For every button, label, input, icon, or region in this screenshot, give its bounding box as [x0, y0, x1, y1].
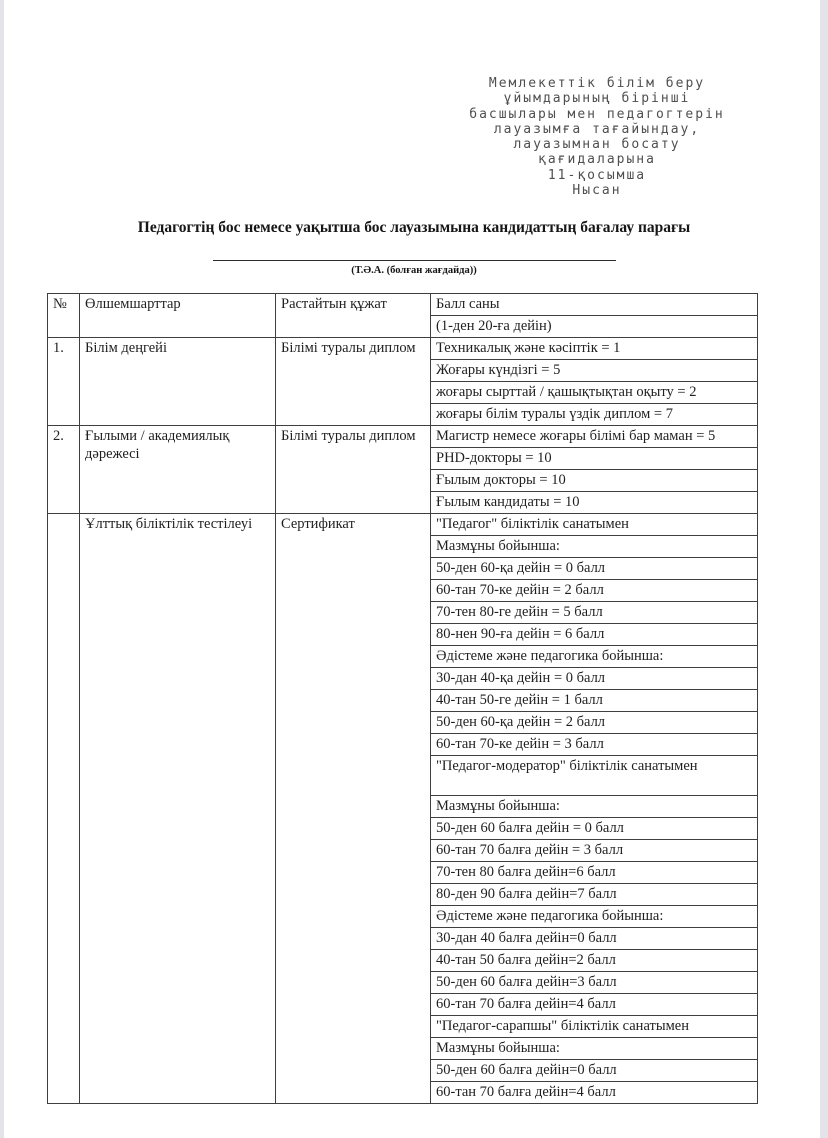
col-header-score: Балл саны [431, 294, 758, 316]
page-title: Педагогтің бос немесе уақытша бос лауазымына кандидаттың бағалау парағы [137, 219, 691, 237]
appendix-note-line: лауазымнан босату [513, 137, 681, 153]
score-cell: "Педагог" біліктілік санатымен [431, 514, 758, 536]
score-cell: 50-ден 60-қа дейін = 2 балл [431, 712, 758, 734]
score-cell: 70-тен 80-ге дейін = 5 балл [431, 602, 758, 624]
criteria-cell: Ғылыми / академиялық дәрежесі [80, 426, 276, 514]
row-number-cell [48, 514, 80, 1104]
score-cell: Ғылым докторы = 10 [431, 470, 758, 492]
table-header-row [48, 294, 758, 316]
score-cell: Мазмұны бойынша: [431, 1038, 758, 1060]
col-header-criteria: Өлшемшарттар [80, 294, 276, 338]
score-cell: 60-тан 70 балға дейін = 3 балл [431, 840, 758, 862]
appendix-note [432, 76, 762, 198]
col-header-score-range: (1-ден 20-ға дейін) [431, 316, 758, 338]
document-cell: Білімі туралы диплом [276, 338, 431, 426]
score-cell: Магистр немесе жоғары білімі бар маман = 5 [431, 426, 758, 448]
score-cell: 40-тан 50 балға дейін=2 балл [431, 950, 758, 972]
score-cell: 50-ден 60 балға дейін=3 балл [431, 972, 758, 994]
score-cell: 40-тан 50-ге дейін = 1 балл [431, 690, 758, 712]
score-cell: "Педагог-сарапшы" біліктілік санатымен [431, 1016, 758, 1038]
score-cell: Ғылым кандидаты = 10 [431, 492, 758, 514]
table-row [48, 514, 758, 536]
table-row [48, 338, 758, 360]
score-cell: жоғары білім туралы үздік диплом = 7 [431, 404, 758, 426]
score-cell: 60-тан 70 балға дейін=4 балл [431, 1082, 758, 1104]
col-header-document: Растайтын құжат [276, 294, 431, 338]
name-caption: (Т.Ә.А. (болған жағдайда)) [351, 265, 477, 277]
score-cell: Техникалық және кәсіптік = 1 [431, 338, 758, 360]
appendix-note-line: лауазымға тағайындау, [493, 121, 701, 137]
col-header-num: № [48, 294, 80, 338]
page-edge-left [0, 0, 4, 1138]
evaluation-table [47, 293, 758, 1104]
score-cell: Жоғары күндізгі = 5 [431, 360, 758, 382]
score-cell: 60-тан 70-ке дейін = 2 балл [431, 580, 758, 602]
score-cell: Мазмұны бойынша: [431, 536, 758, 558]
score-cell: 70-тен 80 балға дейін=6 балл [431, 862, 758, 884]
appendix-note-line: ұйымдарының бірінші [503, 91, 691, 107]
criteria-cell: Білім деңгейі [80, 338, 276, 426]
score-cell: 60-тан 70 балға дейін=4 балл [431, 994, 758, 1016]
appendix-note-line: Нысан [572, 183, 622, 199]
document-cell: Сертификат [276, 514, 431, 1104]
row-number-cell: 2. [48, 426, 80, 514]
score-cell: 50-ден 60 балға дейін=0 балл [431, 1060, 758, 1082]
score-cell: 50-ден 60-қа дейін = 0 балл [431, 558, 758, 580]
score-cell: 30-дан 40-қа дейін = 0 балл [431, 668, 758, 690]
score-cell: жоғары сырттай / қашықтықтан оқыту = 2 [431, 382, 758, 404]
appendix-note-line: Мемлекеттік білім беру [488, 76, 706, 91]
score-cell: 50-ден 60 балға дейін = 0 балл [431, 818, 758, 840]
score-cell: Әдістеме және педагогика бойынша: [431, 646, 758, 668]
score-cell: 30-дан 40 балға дейін=0 балл [431, 928, 758, 950]
row-number-cell: 1. [48, 338, 80, 426]
score-cell: 60-тан 70-ке дейін = 3 балл [431, 734, 758, 756]
score-cell: 80-ден 90 балға дейін=7 балл [431, 884, 758, 906]
appendix-note-line: 11-қосымша [547, 167, 647, 183]
table-row [48, 426, 758, 448]
score-cell: PHD-докторы = 10 [431, 448, 758, 470]
appendix-note-line: басшылары мен педагогтерін [469, 106, 725, 122]
appendix-note-line: қағидаларына [538, 152, 656, 168]
score-cell: Мазмұны бойынша: [431, 796, 758, 818]
score-cell: Әдістеме және педагогика бойынша: [431, 906, 758, 928]
page-edge-right [820, 0, 828, 1138]
criteria-cell: Ұлттық біліктілік тестілеуі [80, 514, 276, 1104]
document-cell: Білімі туралы диплом [276, 426, 431, 514]
name-underline [213, 260, 616, 261]
score-cell: 80-нен 90-ға дейін = 6 балл [431, 624, 758, 646]
score-cell: "Педагог-модератор" біліктілік санатымен [431, 756, 758, 796]
